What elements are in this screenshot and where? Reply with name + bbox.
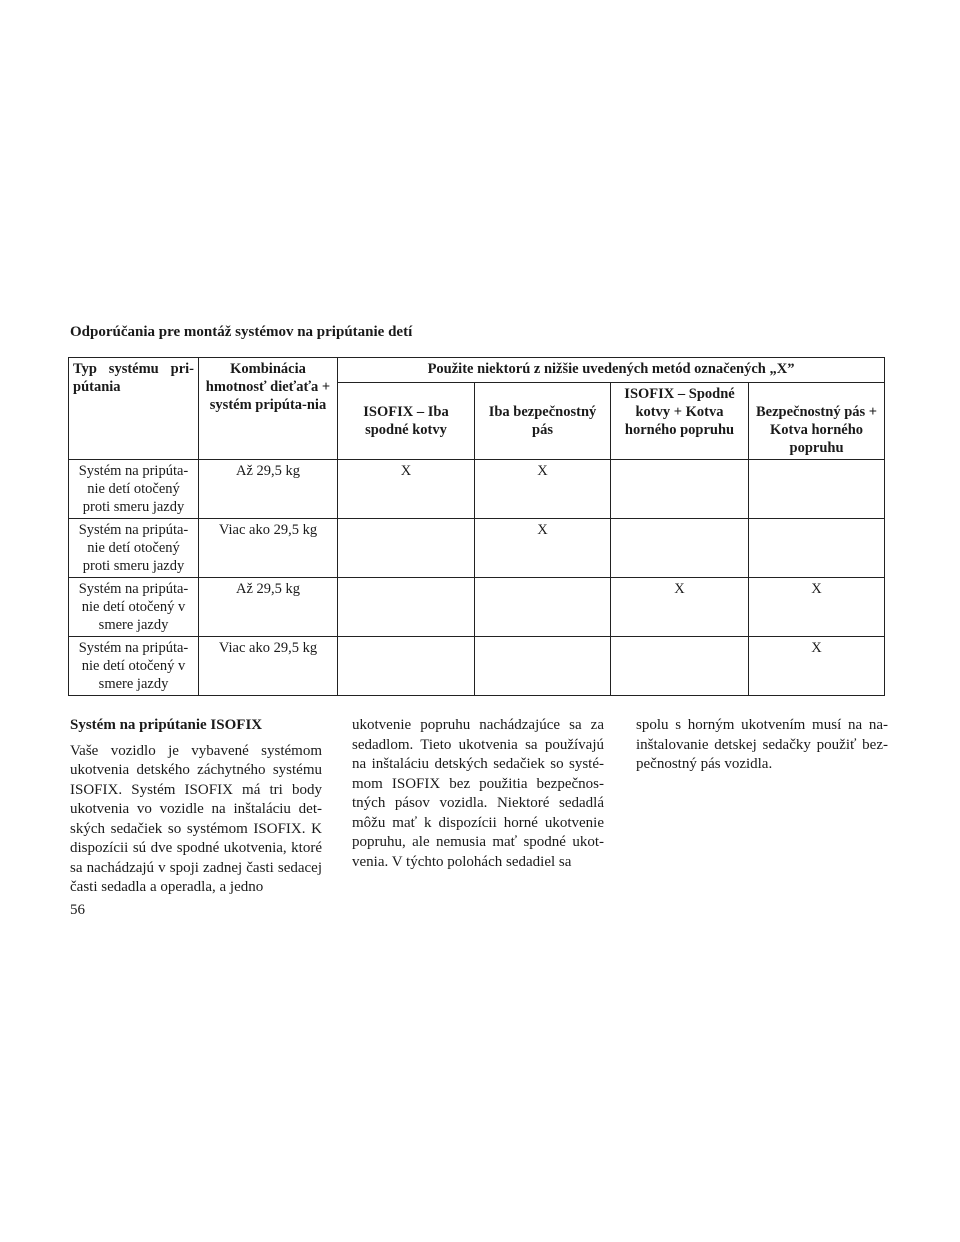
mark-cell bbox=[749, 519, 885, 578]
section-title: Systém na pripútanie ISOFIX bbox=[70, 717, 263, 733]
mark-cell bbox=[475, 637, 611, 696]
mark-cell bbox=[611, 460, 749, 519]
text-column-1 bbox=[70, 716, 322, 898]
page-heading: Odporúčania pre montáž systémov na pripútanie detí bbox=[70, 324, 413, 340]
system-type-cell: Systém na pripúta-nie detí otočený proti smeru jazdy bbox=[69, 519, 199, 578]
mark-cell bbox=[338, 519, 475, 578]
table-row bbox=[69, 637, 885, 696]
header-seatbelt-tether: Bezpečnostný pás + Kotva horného popruhu bbox=[749, 383, 885, 460]
weight-cell: Až 29,5 kg bbox=[199, 578, 338, 637]
system-type-cell: Systém na pripúta-nie detí otočený v smere jazdy bbox=[69, 637, 199, 696]
mark-cell: X bbox=[749, 637, 885, 696]
mark-cell bbox=[338, 578, 475, 637]
header-seatbelt-only: Iba bezpečnostný pás bbox=[475, 383, 611, 460]
header-system-type: Typ systému pri-pútania bbox=[69, 358, 199, 460]
weight-cell: Viac ako 29,5 kg bbox=[199, 637, 338, 696]
text-column-3 bbox=[636, 716, 888, 775]
mark-cell bbox=[338, 637, 475, 696]
table-row bbox=[69, 578, 885, 637]
weight-cell: Viac ako 29,5 kg bbox=[199, 519, 338, 578]
header-weight-combination: Kombinácia hmotnosť dieťaťa + systém pripúta-nia bbox=[199, 358, 338, 460]
header-isofix-tether: ISOFIX – Spodné kotvy + Kotva horného popruhu bbox=[611, 383, 749, 460]
header-isofix-lower: ISOFIX – Iba spodné kotvy bbox=[338, 383, 475, 460]
mark-cell: X bbox=[611, 578, 749, 637]
mark-cell bbox=[749, 460, 885, 519]
table-row bbox=[69, 519, 885, 578]
system-type-cell: Systém na pripúta-nie detí otočený proti smeru jazdy bbox=[69, 460, 199, 519]
mark-cell bbox=[611, 519, 749, 578]
mark-cell: X bbox=[338, 460, 475, 519]
mark-cell bbox=[475, 578, 611, 637]
mark-cell: X bbox=[475, 460, 611, 519]
system-type-cell: Systém na pripúta-nie detí otočený v smere jazdy bbox=[69, 578, 199, 637]
recommendation-table bbox=[68, 357, 885, 696]
header-method-group: Použite niektorú z nižšie uvedených metód označených „X” bbox=[338, 358, 885, 383]
page-number: 56 bbox=[70, 902, 85, 918]
paragraph-column-1: Vaše vozidlo je vybavené systémom ukotvenia detského záchytného systému ISOFIX. Systém ISOFIX má tri body ukotvenia vo vozidle na inštaláciu det-ských sedačiek so systémom ISOFIX. K dispozícii sú dve spodné ukotvenia, ktoré sa nachádzajú v spoji zadnej časti sedacej časti sedadla a operadla, a jedno bbox=[70, 742, 322, 895]
paragraph-column-2: ukotvenie popruhu nachádzajúce sa za sedadlom. Tieto ukotvenia sa používajú na inštaláciu detských sedačiek so systé-mom ISOFIX bez použitia bezpečnos-tných pásov vozidla. Niektoré sedadlá môžu mať k dispozícii horné ukotvenie popruhu, ale nemusia mať spodné ukot-venia. V týchto polohách sedadiel sa bbox=[352, 717, 604, 870]
weight-cell: Až 29,5 kg bbox=[199, 460, 338, 519]
mark-cell: X bbox=[749, 578, 885, 637]
paragraph-column-3: spolu s horným ukotvením musí na na-inštalovanie detskej sedačky použiť bez-pečnostný pás vozidla. bbox=[636, 717, 888, 772]
mark-cell bbox=[611, 637, 749, 696]
mark-cell: X bbox=[475, 519, 611, 578]
table-row bbox=[69, 460, 885, 519]
text-column-2 bbox=[352, 716, 604, 872]
